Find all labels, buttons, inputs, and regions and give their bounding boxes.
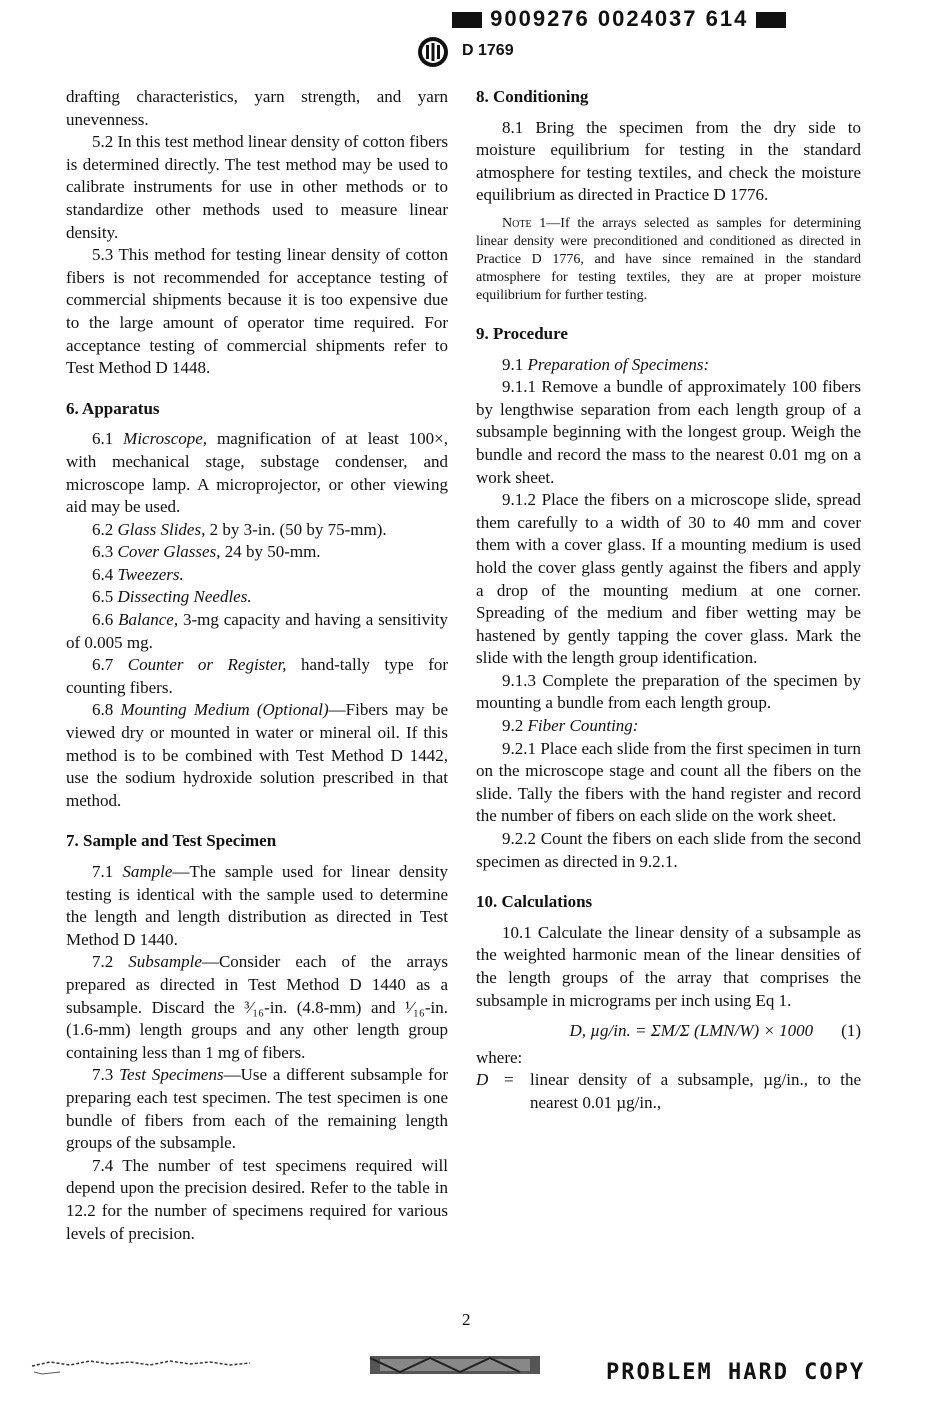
barcode-block-left	[452, 12, 482, 28]
paragraph: drafting characteristics, yarn strength, and yarn unevenness.	[66, 87, 448, 129]
paragraph: 7.4 The number of test specimens required will depend upon the precision desired. Refer to the table in 12.2 for the number of specimens required for various levels of precision.	[66, 1155, 448, 1243]
problem-hard-copy-stamp: PROBLEM HARD COPY	[606, 1360, 866, 1385]
paragraph: 6.8 Mounting Medium (Optional)—Fibers may be viewed dry or mounted in water or mineral oil. If this method is to be combined with Test Method D 1442, use the sodium hydroxide solution prescribed in that method.	[66, 700, 448, 810]
left-column	[66, 86, 448, 1245]
scan-noise-left	[30, 1352, 270, 1376]
paragraph: 7.2 Subsample—Consider each of the arrays prepared as directed in Test Method D 1440 as a subsample. Discard the ³⁄₁₆-in. (4.8-mm) and ¹⁄₁₆-in. (1.6-mm) length groups and any other length group containing less than 1 mg of fibers.	[66, 952, 449, 1062]
paragraph: 6.6 Balance, 3-mg capacity and having a sensitivity of 0.005 mg.	[66, 610, 449, 652]
note: Note 1—If the arrays selected as samples for determining linear density were preconditioned and conditioned as directed in Practice D 1776, and have since remained in the standard atmosphere for testing textiles, they are at proper moisture equilibrium for further testing.	[476, 215, 861, 303]
scan-noise-center	[360, 1352, 550, 1376]
paragraph: 10.1 Calculate the linear density of a subsample as the weighted harmonic mean of the linear densities of the length groups of the array that comprises the subsample in micrograms per inch using Eq 1.	[476, 922, 861, 1010]
paragraph: 9.2.1 Place each slide from the first specimen in turn on the microscope stage and count all the fibers on the slide. Tally the fibers with the hand register and record the number of fibers on each slide on the work sheet.	[476, 738, 861, 826]
where-label: where:	[476, 1047, 523, 1067]
control-number: 9009276 0024037 614	[490, 6, 749, 31]
document-control-code	[452, 6, 786, 32]
paragraph: 6.5 Dissecting Needles.	[92, 587, 252, 607]
paragraph: 6.4 Tweezers.	[92, 564, 184, 584]
section-heading: 6. Apparatus	[66, 398, 160, 418]
section-heading: 10. Calculations	[476, 892, 593, 912]
section-heading: 9. Procedure	[476, 323, 568, 343]
paragraph: 9.2.2 Count the fibers on each slide from the second specimen as directed in 9.2.1.	[476, 829, 861, 871]
section-heading: 8. Conditioning	[476, 87, 589, 106]
section-heading: 7. Sample and Test Specimen	[66, 831, 277, 851]
paragraph: 5.3 This method for testing linear density of cotton fibers is not recommended for acceptance testing of commercial shipments because it is too expensive due to the large amount of operator time required. For acceptance testing of commercial shipments refer to Test Method D 1448.	[66, 245, 448, 378]
paragraph: 5.2 In this test method linear density of cotton fibers is determined directly. The test method may be used to calibrate instruments for use in other methods or to standardize other methods used to measure linear density.	[66, 132, 448, 242]
page-number: 2	[462, 1310, 471, 1329]
paragraph: 6.1 Microscope, magnification of at least 100×, with mechanical stage, substage condenser, and microscope lamp. A microprojector, or other viewing aid may be used.	[66, 429, 448, 517]
paragraph: 9.1.3 Complete the preparation of the specimen by mounting a bundle from each length group.	[476, 670, 861, 713]
paragraph: 9.1.2 Place the fibers on a microscope slide, spread them carefully to a width of 30 to 40 mm and cover them with a cover glass. If a mounting medium is used hold the cover glass gently against the fibers and apply a drop of the mounting medium at one corner. Spreading of the medium and fiber wetting may be hastened by gently tapping the cover glass. Mark the slide with the length group identification.	[476, 490, 861, 668]
variable-definition: D = linear density of a subsample, µg/in., to the nearest 0.01 µg/in.,	[476, 1070, 861, 1112]
paragraph: 6.3 Cover Glasses, 24 by 50-mm.	[92, 542, 321, 562]
paragraph: 7.3 Test Specimens—Use a different subsample for preparing each test specimen. The test specimen is one bundle of fibers from each of the remaining length groups of the subsample.	[66, 1065, 448, 1153]
paragraph: 9.1 Preparation of Specimens:	[502, 354, 710, 374]
right-column	[476, 86, 861, 1115]
standard-designation: D 1769	[462, 42, 514, 59]
paragraph: 6.2 Glass Slides, 2 by 3-in. (50 by 75-mm).	[92, 519, 387, 539]
equation: D, µg/in. = ΣM/Σ (LMN/W) × 1000 (1)	[569, 1021, 861, 1041]
paragraph: 7.1 Sample—The sample used for linear density testing is identical with the sample used to determine the length and length distribution as directed in Test Method D 1440.	[66, 862, 449, 949]
paragraph: 8.1 Bring the specimen from the dry side to moisture equilibrium for testing in the standard atmosphere for testing textiles, and check the moisture equilibrium as directed in Practice D 1776.	[476, 117, 861, 205]
paragraph: 6.7 Counter or Register, hand-tally type for counting fibers.	[66, 655, 449, 697]
barcode-block-right	[756, 12, 786, 28]
paragraph: 9.1.1 Remove a bundle of approximately 100 fibers by lengthwise separation from each length group of a subsample beginning with the longest group. Weigh the bundle and record the mass to the nearest 0.01 mg on a work sheet.	[476, 377, 861, 487]
paragraph: 9.2 Fiber Counting:	[502, 716, 639, 736]
astm-logo-icon	[417, 36, 449, 68]
